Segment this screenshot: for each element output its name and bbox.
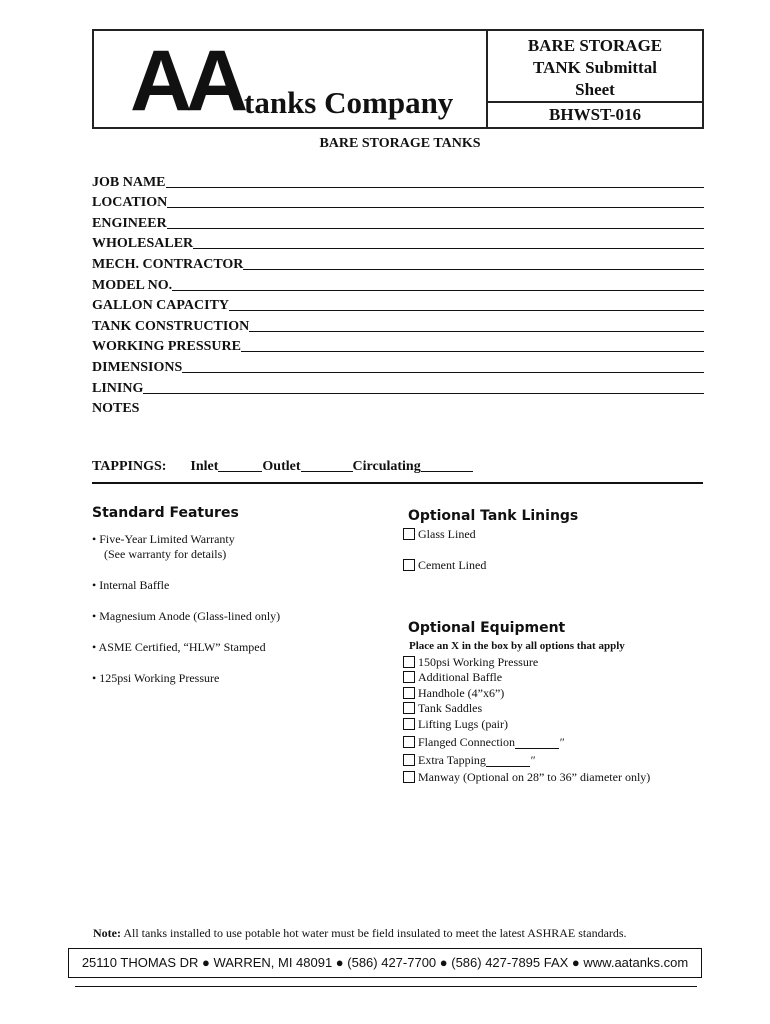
field-job-name[interactable] <box>92 170 704 191</box>
size-blank[interactable] <box>486 766 530 767</box>
field-lining[interactable] <box>92 376 704 397</box>
feature-item: • ASME Certified, “HLW” Stamped <box>92 640 266 654</box>
field-label: GALLON CAPACITY <box>92 298 230 314</box>
checkbox[interactable] <box>403 754 415 766</box>
optional-linings-title: Optional Tank Linings <box>408 508 579 524</box>
equipment-option <box>403 686 504 700</box>
insulation-note <box>93 926 627 941</box>
standard-features-title: Standard Features <box>92 505 239 521</box>
field-line[interactable] <box>166 187 705 188</box>
field-notes[interactable] <box>92 397 704 418</box>
field-label: WORKING PRESSURE <box>92 339 241 355</box>
field-model-no[interactable] <box>92 273 704 294</box>
checkbox[interactable] <box>403 528 415 540</box>
feature-item: • Internal Baffle <box>92 578 170 592</box>
section-divider <box>92 482 703 484</box>
field-label: NOTES <box>92 401 140 417</box>
equipment-option-flanged <box>403 735 564 749</box>
option-label: Handhole (4”x6”) <box>418 686 505 700</box>
field-label: LOCATION <box>92 195 168 211</box>
checkbox[interactable] <box>403 702 415 714</box>
field-label: MODEL NO. <box>92 277 173 293</box>
note-text: All tanks installed to use potable hot water must be field insulated to meet the latest ASHRAE standards. <box>120 926 627 940</box>
outlet-label: Outlet <box>262 459 301 474</box>
checkbox[interactable] <box>403 718 415 730</box>
field-line[interactable] <box>143 393 704 394</box>
inlet-label: Inlet <box>190 459 219 474</box>
sheet-title-line: Sheet <box>575 80 615 99</box>
field-engineer[interactable] <box>92 211 704 232</box>
equipment-option <box>403 670 502 684</box>
field-line[interactable] <box>172 290 704 291</box>
option-label: Extra Tapping <box>418 753 486 767</box>
option-label: Glass Lined <box>418 527 476 541</box>
field-line[interactable] <box>167 228 704 229</box>
checkbox[interactable] <box>403 559 415 571</box>
feature-item: • 125psi Working Pressure <box>92 671 220 685</box>
logo-company-name: tanks Company <box>244 85 454 120</box>
size-blank[interactable] <box>515 748 559 749</box>
option-label: Additional Baffle <box>418 670 503 684</box>
option-label: 150psi Working Pressure <box>418 655 539 669</box>
title-block <box>486 31 702 127</box>
inch-mark: ″ <box>558 735 564 749</box>
footer-address: 25110 THOMAS DR ● WARREN, MI 48091 ● (586) 427-7700 ● (586) 427-7895 FAX ● www.aatanks.com <box>68 948 702 978</box>
circulating-blank[interactable] <box>421 471 473 472</box>
field-gallon-capacity[interactable] <box>92 294 704 315</box>
checkbox[interactable] <box>403 656 415 668</box>
field-wholesaler[interactable] <box>92 232 704 253</box>
checkbox[interactable] <box>403 771 415 783</box>
equipment-instruction: Place an X in the box by all options that apply <box>409 640 625 652</box>
equipment-option <box>403 770 650 784</box>
checkbox[interactable] <box>403 687 415 699</box>
equipment-option <box>403 717 508 731</box>
field-line[interactable] <box>229 310 704 311</box>
option-label: Lifting Lugs (pair) <box>418 717 508 731</box>
checkbox[interactable] <box>403 671 415 683</box>
inch-mark: ″ <box>529 753 535 767</box>
document-heading: BARE STORAGE TANKS <box>319 136 481 151</box>
field-line[interactable] <box>193 248 704 249</box>
field-line[interactable] <box>241 351 704 352</box>
circulating-label: Circulating <box>352 459 421 474</box>
equipment-option <box>403 655 538 669</box>
job-fields <box>92 170 704 417</box>
note-label: Note: <box>93 926 121 940</box>
inlet-blank[interactable] <box>218 471 262 472</box>
sheet-code: BHWST-016 <box>549 105 641 124</box>
field-label: TANK CONSTRUCTION <box>92 318 250 334</box>
field-line[interactable] <box>167 207 704 208</box>
field-line[interactable] <box>243 269 704 270</box>
sheet-title <box>488 31 702 103</box>
option-label: Manway (Optional on 28” to 36” diameter only) <box>418 770 651 784</box>
company-logo <box>94 31 486 127</box>
field-label: LINING <box>92 380 144 396</box>
field-mech-contractor[interactable] <box>92 252 704 273</box>
header-box <box>92 29 704 129</box>
field-label: DIMENSIONS <box>92 359 183 375</box>
equipment-option-extra-tapping <box>403 753 535 767</box>
feature-item: • Five-Year Limited Warranty <box>92 532 235 546</box>
field-label: JOB NAME <box>92 174 166 190</box>
sheet-title-line: TANK Submittal <box>533 58 657 77</box>
footer-rule <box>75 986 697 987</box>
field-label: ENGINEER <box>92 215 167 231</box>
field-line[interactable] <box>249 331 704 332</box>
field-tank-construction[interactable] <box>92 314 704 335</box>
lining-option-glass <box>403 527 476 541</box>
field-line[interactable] <box>182 372 704 373</box>
optional-equipment-title: Optional Equipment <box>408 620 566 636</box>
outlet-blank[interactable] <box>301 471 353 472</box>
checkbox[interactable] <box>403 736 415 748</box>
field-dimensions[interactable] <box>92 355 704 376</box>
tappings-row <box>92 459 473 475</box>
option-label: Flanged Connection <box>418 735 515 749</box>
lining-option-cement <box>403 558 486 572</box>
logo-aa: AA <box>130 33 243 129</box>
option-label: Tank Saddles <box>418 701 483 715</box>
field-label: WHOLESALER <box>92 236 194 252</box>
sheet-title-line: BARE STORAGE <box>527 36 663 55</box>
equipment-option <box>403 701 482 715</box>
feature-item: (See warranty for details) <box>104 547 227 561</box>
field-location[interactable] <box>92 191 704 212</box>
option-label: Cement Lined <box>418 558 487 572</box>
field-working-pressure[interactable] <box>92 335 704 356</box>
tappings-label: TAPPINGS: <box>92 459 167 474</box>
feature-item: • Magnesium Anode (Glass-lined only) <box>92 609 281 623</box>
field-label: MECH. CONTRACTOR <box>92 256 244 272</box>
